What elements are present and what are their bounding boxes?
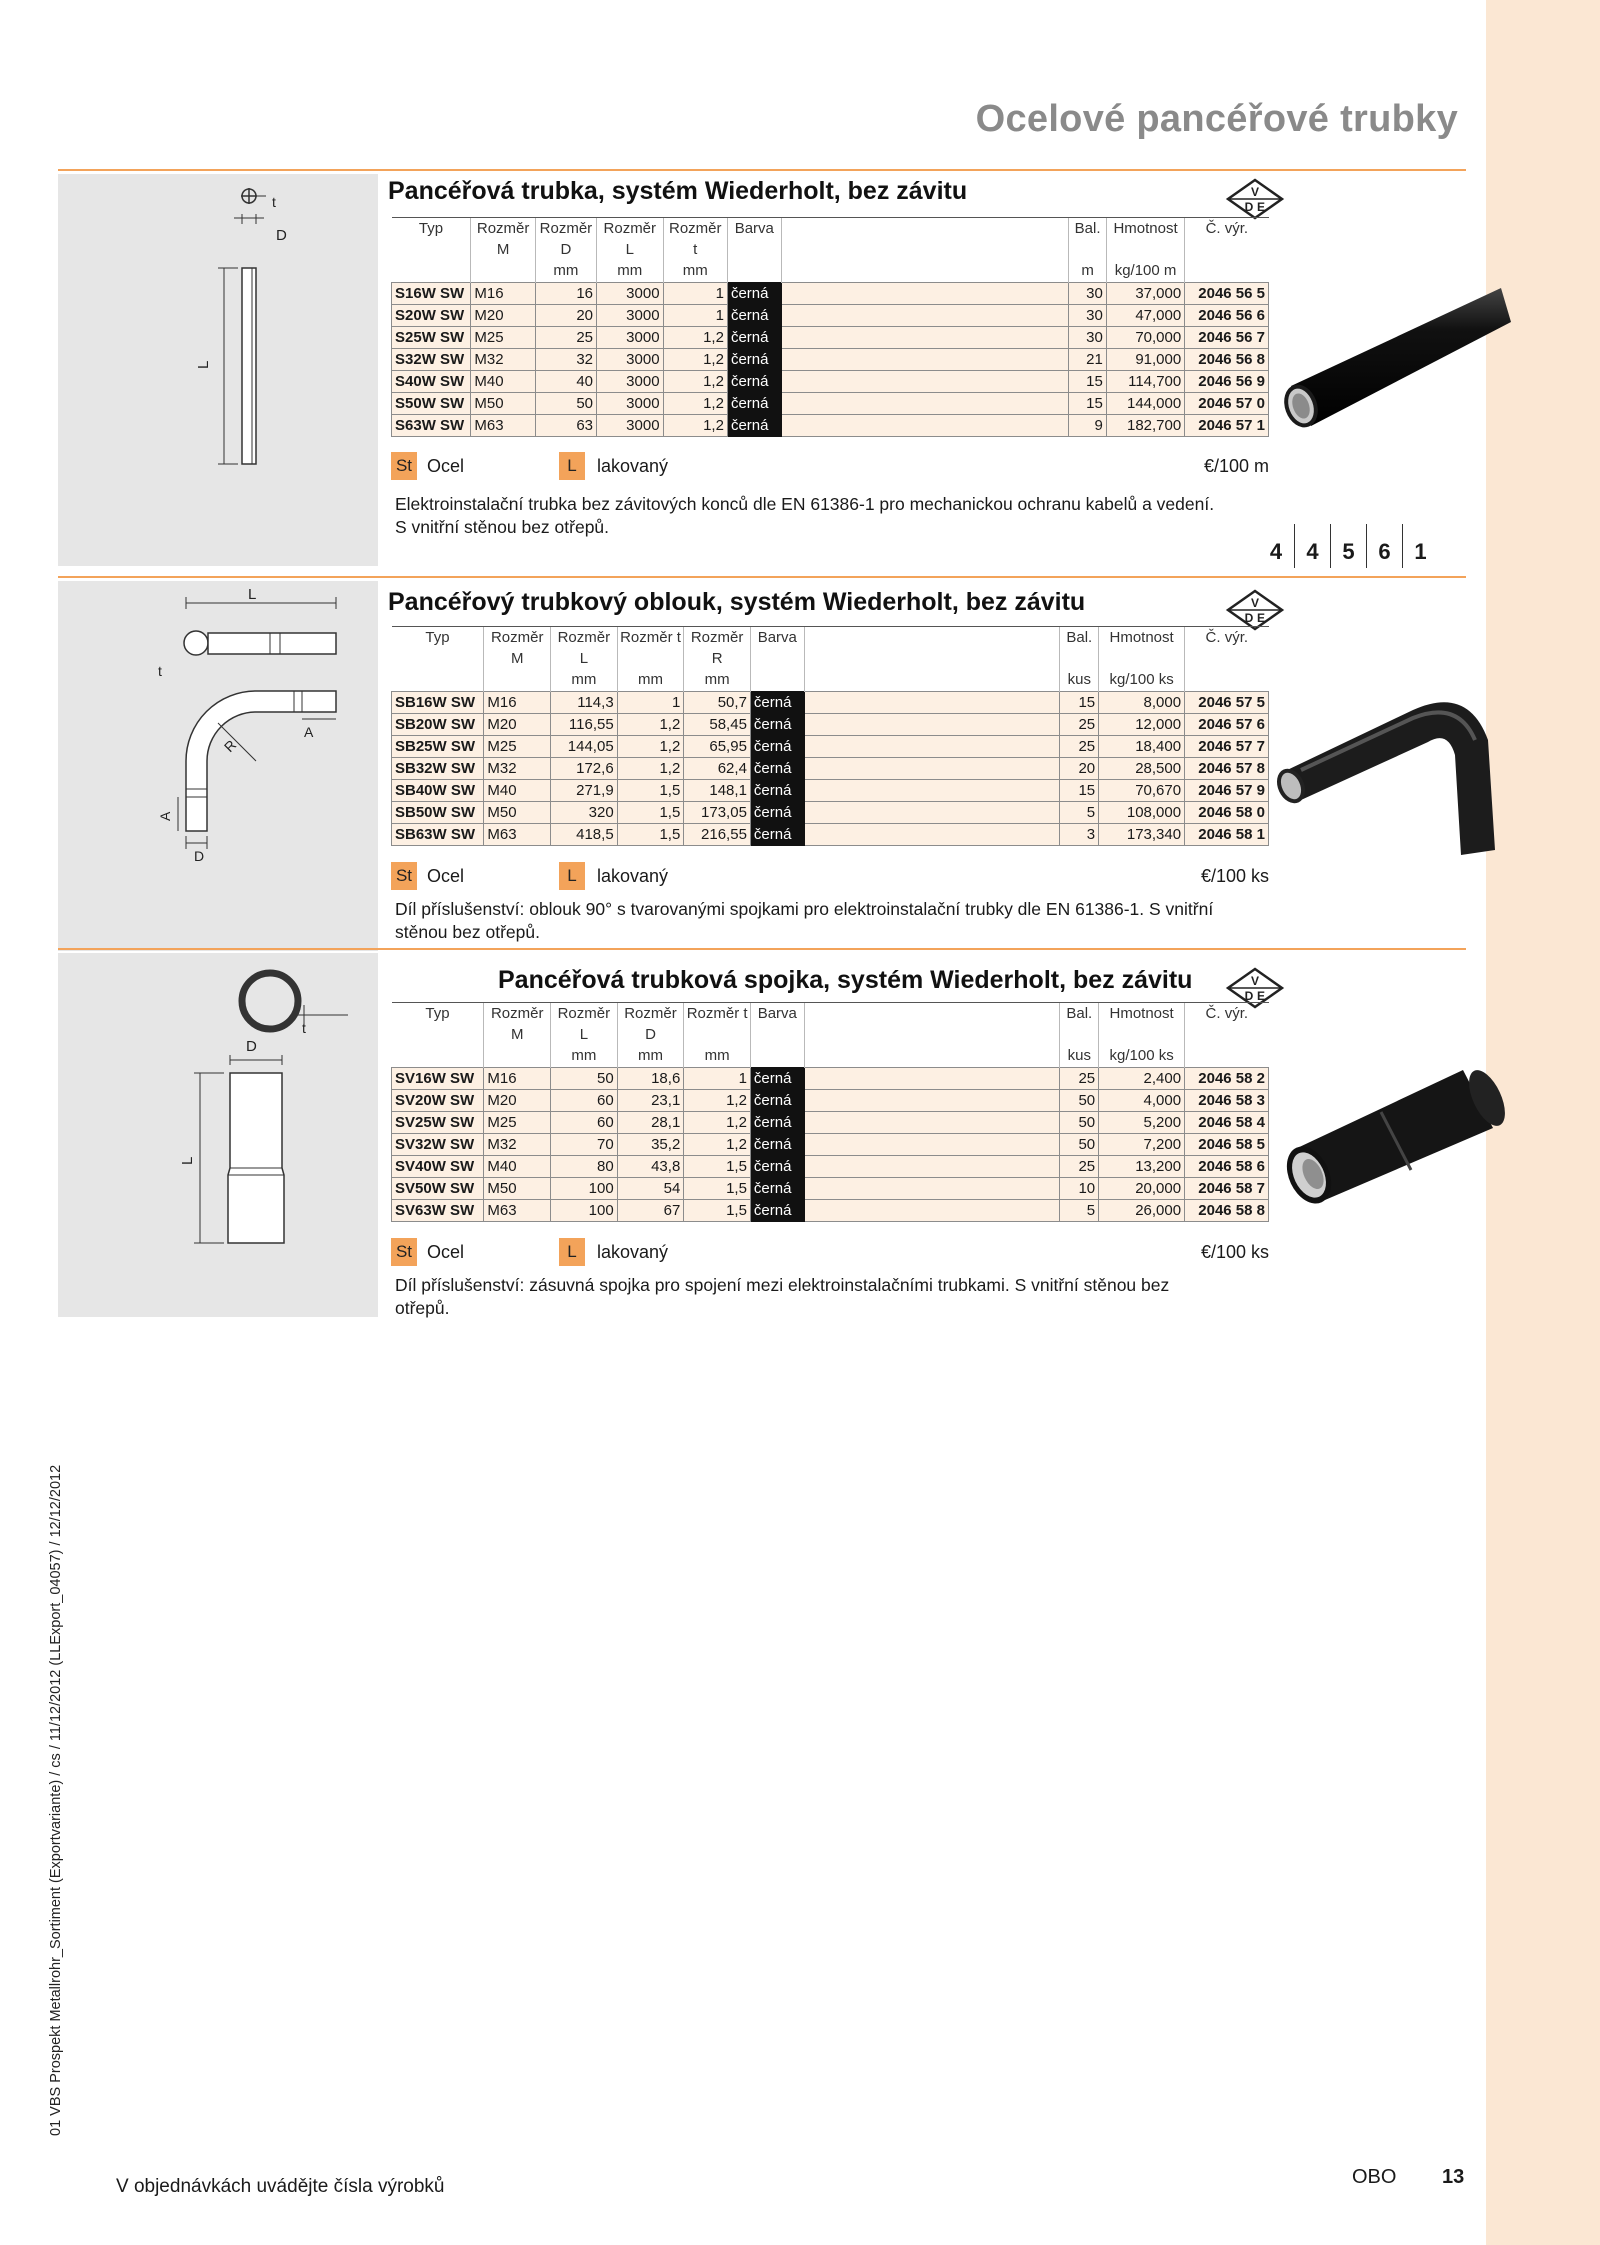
- table-cell: 1: [684, 1068, 751, 1090]
- table-row: [392, 758, 1269, 780]
- spec-table-body: [392, 692, 1269, 846]
- table-cell: černá: [750, 1156, 804, 1178]
- table-cell: 1: [617, 692, 684, 714]
- table-cell: SV63W SW: [392, 1200, 484, 1222]
- table-cell: 50: [551, 1068, 618, 1090]
- table-cell: 21: [1069, 349, 1107, 371]
- table-cell: 3: [1060, 824, 1099, 846]
- svg-text:E: E: [1256, 989, 1266, 1003]
- section-title: Pancéřová trubka, systém Wiederholt, bez závitu: [388, 177, 968, 205]
- table-cell: 23,1: [617, 1090, 684, 1112]
- section-tube: [58, 171, 1466, 571]
- table-cell: S40W SW: [392, 371, 471, 393]
- table-spacer-cell: [781, 415, 1069, 437]
- table-cell: 20,000: [1099, 1178, 1185, 1200]
- table-cell: 2046 58 1: [1185, 824, 1269, 846]
- table-cell: 144,000: [1106, 393, 1184, 415]
- col-header-t: Rozměr t: [663, 218, 727, 261]
- table-cell: M63: [484, 824, 551, 846]
- table-cell: 3000: [597, 371, 664, 393]
- table-cell: 60: [551, 1090, 618, 1112]
- table-cell: 15: [1060, 692, 1099, 714]
- table-cell: 2046 56 5: [1185, 283, 1269, 305]
- table-cell: S20W SW: [392, 305, 471, 327]
- table-cell: 65,95: [684, 736, 751, 758]
- table-cell: 58,45: [684, 714, 751, 736]
- table-spacer-cell: [804, 802, 1060, 824]
- table-cell: 32: [535, 349, 596, 371]
- table-cell: M25: [484, 736, 551, 758]
- col-header-cislo: Č. výr.: [1185, 218, 1269, 261]
- coupling-photo: [1263, 1050, 1513, 1210]
- table-cell: SB50W SW: [392, 802, 484, 824]
- table-cell: M40: [484, 780, 551, 802]
- table-row: [392, 802, 1269, 824]
- table-cell: 1,2: [617, 714, 684, 736]
- table-cell: M32: [471, 349, 535, 371]
- table-cell: 54: [617, 1178, 684, 1200]
- table-cell: SB25W SW: [392, 736, 484, 758]
- table-spacer-cell: [781, 371, 1069, 393]
- table-cell: 3000: [597, 305, 664, 327]
- table-row: [392, 371, 1269, 393]
- table-cell: 2046 58 3: [1185, 1090, 1269, 1112]
- bend-technical-drawing: [58, 581, 378, 951]
- table-cell: černá: [727, 349, 781, 371]
- table-spacer-cell: [804, 824, 1060, 846]
- table-cell: SB63W SW: [392, 824, 484, 846]
- price-unit: €/100 m: [1203, 456, 1269, 476]
- table-cell: SB32W SW: [392, 758, 484, 780]
- table-cell: 2046 57 5: [1185, 692, 1269, 714]
- spec-table-body: [392, 1068, 1269, 1222]
- brand-name: OBO: [1352, 2166, 1397, 2188]
- table-cell: SV16W SW: [392, 1068, 484, 1090]
- table-row: [392, 736, 1269, 758]
- svg-text:V: V: [1250, 596, 1260, 610]
- finish-name: lakovaný: [597, 456, 669, 476]
- spec-table: Typ Rozměr M Rozměr L Rozměr t Rozměr R Barva Bal. Hmotnost Č. výr. mm mm mm kus kg/100 ks SB16W SW M16 114,3 1 50,7 černá 15 8,000 2046 57 5 SB20W SW M20 116,55 1,2 58,45 černá 25 12,000 2046 57 6 SB25W SW M25 144,05 1,2 65,95 černá 25 18,400 2046 57 7 SB32W SW M32 172,6 1,2 62,4 černá 20 28,500 2046 57 8 SB40W SW M40 271,9 1,5 148,1 černá 15 70,670 2046 57 9 SB50W SW M50 320 1,5 173,05 černá 5 108,000 2046 58 0 SB63W SW M63 418,5 1,5 216,55 černá 3 173,340 2046 58 1: [391, 626, 1269, 846]
- table-cell: 15: [1060, 780, 1099, 802]
- table-cell: 2046 57 0: [1185, 393, 1269, 415]
- table-spacer-cell: [804, 780, 1060, 802]
- table-cell: 25: [535, 327, 596, 349]
- svg-text:V: V: [1250, 974, 1260, 988]
- table-cell: 1,2: [684, 1134, 751, 1156]
- table-row: [392, 824, 1269, 846]
- table-cell: 43,8: [617, 1156, 684, 1178]
- table-cell: černá: [750, 692, 804, 714]
- material-name: Ocel: [427, 456, 465, 476]
- table-cell: černá: [750, 1134, 804, 1156]
- table-cell: SV25W SW: [392, 1112, 484, 1134]
- table-cell: S50W SW: [392, 393, 471, 415]
- table-cell: M20: [484, 714, 551, 736]
- table-cell: černá: [727, 371, 781, 393]
- table-cell: S63W SW: [392, 415, 471, 437]
- table-cell: 60: [551, 1112, 618, 1134]
- table-cell: 50: [1060, 1112, 1099, 1134]
- table-cell: 172,6: [551, 758, 618, 780]
- coupling-technical-drawing: [58, 953, 378, 1317]
- table-cell: 1,2: [663, 415, 727, 437]
- table-cell: 5,200: [1099, 1112, 1185, 1134]
- table-cell: SV40W SW: [392, 1156, 484, 1178]
- table-cell: SB40W SW: [392, 780, 484, 802]
- table-cell: SB16W SW: [392, 692, 484, 714]
- table-cell: 1,2: [617, 758, 684, 780]
- dim-label-d: D: [246, 1038, 257, 1055]
- table-cell: 2046 57 8: [1185, 758, 1269, 780]
- table-cell: 63: [535, 415, 596, 437]
- table-cell: 13,200: [1099, 1156, 1185, 1178]
- table-row: [392, 714, 1269, 736]
- table-cell: 28,500: [1099, 758, 1185, 780]
- table-cell: černá: [727, 393, 781, 415]
- table-cell: M63: [484, 1200, 551, 1222]
- footer-note: V objednávkách uvádějte čísla výrobků: [116, 2176, 445, 2197]
- table-row: [392, 780, 1269, 802]
- col-header-m: Rozměr M: [471, 218, 535, 261]
- table-row: [392, 1134, 1269, 1156]
- table-cell: černá: [750, 802, 804, 824]
- table-cell: 15: [1069, 393, 1107, 415]
- table-cell: 1,5: [684, 1200, 751, 1222]
- table-cell: 173,340: [1099, 824, 1185, 846]
- table-cell: M40: [484, 1156, 551, 1178]
- dim-label-d: D: [194, 848, 205, 864]
- table-cell: 2046 58 5: [1185, 1134, 1269, 1156]
- table-cell: 50: [1060, 1090, 1099, 1112]
- table-cell: 80: [551, 1156, 618, 1178]
- table-cell: 148,1: [684, 780, 751, 802]
- table-cell: 15: [1069, 371, 1107, 393]
- table-cell: 2046 58 2: [1185, 1068, 1269, 1090]
- section-title: Pancéřová trubková spojka, systém Wiederholt, bez závitu: [498, 966, 1193, 994]
- table-cell: 37,000: [1106, 283, 1184, 305]
- table-cell: M25: [471, 327, 535, 349]
- table-cell: 1,2: [684, 1112, 751, 1134]
- dim-label-l: L: [195, 360, 212, 369]
- table-cell: 1,5: [617, 780, 684, 802]
- table-cell: S16W SW: [392, 283, 471, 305]
- table-cell: 16: [535, 283, 596, 305]
- table-spacer-cell: [804, 1156, 1060, 1178]
- table-cell: černá: [750, 1068, 804, 1090]
- section-bend: [58, 578, 1466, 948]
- table-row: [392, 1178, 1269, 1200]
- table-cell: 144,05: [551, 736, 618, 758]
- dim-label-t: t: [272, 194, 276, 210]
- table-cell: 47,000: [1106, 305, 1184, 327]
- table-cell: 50: [535, 393, 596, 415]
- table-cell: 28,1: [617, 1112, 684, 1134]
- table-cell: 3000: [597, 327, 664, 349]
- table-cell: 62,4: [684, 758, 751, 780]
- table-cell: 182,700: [1106, 415, 1184, 437]
- classification-codes: 4 4 5 6 1: [1258, 524, 1438, 568]
- table-cell: 1,2: [663, 371, 727, 393]
- table-spacer-cell: [781, 283, 1069, 305]
- dim-label-a-top: A: [304, 724, 314, 740]
- table-spacer-cell: [804, 1178, 1060, 1200]
- table-cell: M32: [484, 1134, 551, 1156]
- table-cell: 1,2: [617, 736, 684, 758]
- table-cell: 18,400: [1099, 736, 1185, 758]
- table-cell: 5: [1060, 1200, 1099, 1222]
- page-title: Ocelové pancéřové trubky: [975, 98, 1458, 140]
- table-cell: 100: [551, 1200, 618, 1222]
- svg-text:D: D: [1244, 611, 1254, 625]
- table-cell: 2046 58 6: [1185, 1156, 1269, 1178]
- table-cell: 108,000: [1099, 802, 1185, 824]
- table-row: [392, 283, 1269, 305]
- svg-text:D: D: [1244, 200, 1254, 214]
- spec-table: Typ Rozměr M Rozměr D Rozměr L Rozměr t Barva Bal. Hmotnost Č. výr. mm mm mm m kg/100 m S16W SW M16 16 3000 1 černá 30 37,000 2046 56 5 S20W SW M20 20 3000 1 černá 30 47,000 2046 56 6 S25W SW M25 25 3000 1,2 černá 30 70,000 2046 56 7 S32W SW M32 32 3000 1,2 černá 21 91,000 2046 56 8 S40W SW M40 40 3000 1,2 černá 15 114,700 2046 56 9 S50W SW M50 50 3000 1,2 černá 15 144,000 2046 57 0 S63W SW M63 63 3000 1,2 černá 9 182,700 2046 57 1: [391, 217, 1269, 437]
- table-spacer-cell: [804, 1090, 1060, 1112]
- col-header-l: Rozměr L: [597, 218, 664, 261]
- table-cell: 2046 58 7: [1185, 1178, 1269, 1200]
- table-spacer-cell: [804, 692, 1060, 714]
- table-cell: 1,2: [663, 393, 727, 415]
- table-row: [392, 1156, 1269, 1178]
- table-spacer-cell: [804, 1134, 1060, 1156]
- table-cell: 67: [617, 1200, 684, 1222]
- table-cell: 1: [663, 305, 727, 327]
- table-spacer-cell: [804, 1200, 1060, 1222]
- table-cell: 40: [535, 371, 596, 393]
- table-row: [392, 305, 1269, 327]
- table-cell: 1,5: [684, 1178, 751, 1200]
- table-cell: 18,6: [617, 1068, 684, 1090]
- table-spacer-cell: [781, 393, 1069, 415]
- table-cell: 20: [535, 305, 596, 327]
- table-cell: 173,05: [684, 802, 751, 824]
- table-cell: S25W SW: [392, 327, 471, 349]
- table-cell: 8,000: [1099, 692, 1185, 714]
- bend-photo: [1263, 660, 1523, 860]
- table-cell: černá: [727, 415, 781, 437]
- table-cell: černá: [727, 327, 781, 349]
- table-cell: černá: [750, 758, 804, 780]
- vde-mark-icon: [1225, 177, 1285, 221]
- table-cell: M16: [471, 283, 535, 305]
- dim-label-t: t: [158, 663, 162, 679]
- table-cell: 5: [1060, 802, 1099, 824]
- table-cell: 2046 57 9: [1185, 780, 1269, 802]
- section-description: Díl příslušenství: oblouk 90° s tvarovanými spojkami pro elektroinstalační trubky dle EN 61386-1. S vnitřní stěnou bez otřepů.: [395, 899, 1214, 942]
- table-cell: 2046 58 8: [1185, 1200, 1269, 1222]
- table-cell: 1,5: [617, 824, 684, 846]
- table-cell: 3000: [597, 415, 664, 437]
- dim-label-a-side: A: [157, 811, 173, 821]
- table-cell: 1,5: [617, 802, 684, 824]
- table-spacer-cell: [804, 736, 1060, 758]
- dim-label-t: t: [302, 1020, 306, 1036]
- table-row: [392, 327, 1269, 349]
- table-cell: M25: [484, 1112, 551, 1134]
- material-legend: St Ocel L lakovaný €/100 ks: [391, 862, 1211, 890]
- col-header-hmotnost: Hmotnost: [1106, 218, 1184, 261]
- table-cell: 30: [1069, 305, 1107, 327]
- table-cell: M63: [471, 415, 535, 437]
- dim-label-l: L: [179, 1156, 196, 1165]
- svg-text:D: D: [1244, 989, 1254, 1003]
- table-cell: 2,400: [1099, 1068, 1185, 1090]
- table-cell: 271,9: [551, 780, 618, 802]
- table-cell: M16: [484, 692, 551, 714]
- table-cell: 2046 56 7: [1185, 327, 1269, 349]
- table-cell: 91,000: [1106, 349, 1184, 371]
- table-cell: černá: [750, 780, 804, 802]
- table-cell: M40: [471, 371, 535, 393]
- section-coupling: [58, 950, 1466, 1320]
- col-header-d: Rozměr D: [535, 218, 596, 261]
- table-cell: 50: [1060, 1134, 1099, 1156]
- table-cell: M20: [471, 305, 535, 327]
- table-cell: M50: [484, 802, 551, 824]
- table-cell: SV32W SW: [392, 1134, 484, 1156]
- table-cell: 114,3: [551, 692, 618, 714]
- table-row: [392, 1112, 1269, 1134]
- table-cell: 3000: [597, 283, 664, 305]
- tube-technical-drawing: [58, 174, 378, 566]
- col-header-barva: Barva: [727, 218, 781, 261]
- table-spacer-cell: [781, 327, 1069, 349]
- table-cell: SV20W SW: [392, 1090, 484, 1112]
- table-row: [392, 1090, 1269, 1112]
- table-cell: 30: [1069, 283, 1107, 305]
- material-legend: St Ocel L lakovaný €/100 ks: [391, 1238, 1211, 1266]
- table-row: [392, 349, 1269, 371]
- table-cell: 1,2: [684, 1090, 751, 1112]
- section-description: Díl příslušenství: zásuvná spojka pro spojení mezi elektroinstalačními trubkami. S vnitřní stěnou bez otřepů.: [395, 1275, 1170, 1318]
- table-cell: 2046 57 7: [1185, 736, 1269, 758]
- table-cell: 1: [663, 283, 727, 305]
- table-cell: 20: [1060, 758, 1099, 780]
- table-cell: 50,7: [684, 692, 751, 714]
- table-cell: 320: [551, 802, 618, 824]
- spec-table-body: [392, 283, 1269, 437]
- table-cell: 2046 57 6: [1185, 714, 1269, 736]
- table-cell: 12,000: [1099, 714, 1185, 736]
- table-cell: 418,5: [551, 824, 618, 846]
- material-legend: [391, 452, 1269, 480]
- table-cell: 25: [1060, 736, 1099, 758]
- table-cell: S32W SW: [392, 349, 471, 371]
- table-cell: 9: [1069, 415, 1107, 437]
- table-row: [392, 393, 1269, 415]
- table-cell: 2046 58 4: [1185, 1112, 1269, 1134]
- table-cell: černá: [750, 714, 804, 736]
- table-cell: 2046 56 8: [1185, 349, 1269, 371]
- table-cell: 10: [1060, 1178, 1099, 1200]
- table-cell: 25: [1060, 1068, 1099, 1090]
- table-cell: 2046 57 1: [1185, 415, 1269, 437]
- table-cell: 3000: [597, 393, 664, 415]
- table-cell: M50: [471, 393, 535, 415]
- svg-text:E: E: [1256, 611, 1266, 625]
- table-cell: černá: [727, 305, 781, 327]
- table-cell: 26,000: [1099, 1200, 1185, 1222]
- col-header-bal: Bal.: [1069, 218, 1107, 261]
- table-spacer-cell: [804, 1112, 1060, 1134]
- table-cell: černá: [727, 283, 781, 305]
- table-row: [392, 692, 1269, 714]
- table-cell: 1,2: [663, 327, 727, 349]
- table-cell: M50: [484, 1178, 551, 1200]
- table-cell: 216,55: [684, 824, 751, 846]
- table-row: [392, 1200, 1269, 1222]
- table-cell: 3000: [597, 349, 664, 371]
- table-cell: 100: [551, 1178, 618, 1200]
- table-cell: černá: [750, 1112, 804, 1134]
- table-row: [392, 1068, 1269, 1090]
- tube-photo: [1263, 266, 1513, 436]
- col-header-typ: Typ: [392, 218, 471, 261]
- material-code: St: [391, 452, 417, 480]
- table-cell: M16: [484, 1068, 551, 1090]
- finish-code: L: [559, 452, 585, 480]
- table-cell: M20: [484, 1090, 551, 1112]
- table-cell: černá: [750, 1178, 804, 1200]
- table-cell: 35,2: [617, 1134, 684, 1156]
- table-cell: 1,2: [663, 349, 727, 371]
- table-cell: 2046 58 0: [1185, 802, 1269, 824]
- table-cell: 25: [1060, 714, 1099, 736]
- dim-label-r: R: [220, 736, 240, 756]
- table-cell: 2046 56 9: [1185, 371, 1269, 393]
- table-cell: 25: [1060, 1156, 1099, 1178]
- table-cell: 2046 56 6: [1185, 305, 1269, 327]
- table-cell: 7,200: [1099, 1134, 1185, 1156]
- table-cell: 4,000: [1099, 1090, 1185, 1112]
- table-cell: SB20W SW: [392, 714, 484, 736]
- table-cell: 116,55: [551, 714, 618, 736]
- svg-text:V: V: [1250, 185, 1260, 199]
- document-reference: 01 VBS Prospekt Metallrohr_Sortiment (Exportvariante) / cs / 11/12/2012 (LLExport_04057) / 12/12/2012: [48, 1464, 64, 2136]
- table-cell: M32: [484, 758, 551, 780]
- table-cell: černá: [750, 736, 804, 758]
- table-cell: černá: [750, 1200, 804, 1222]
- dim-label-d: D: [276, 227, 287, 244]
- table-spacer-cell: [781, 349, 1069, 371]
- spec-table: Typ Rozměr M Rozměr L Rozměr D Rozměr t Barva Bal. Hmotnost Č. výr. mm mm mm kus kg/100 ks SV16W SW M16 50 18,6 1 černá 25 2,400 2046 58 2 SV20W SW M20 60 23,1 1,2 černá 50 4,000 2046 58 3 SV25W SW M25 60 28,1 1,2 černá 50 5,200 2046 58 4 SV32W SW M32 70 35,2 1,2 černá 50 7,200 2046 58 5 SV40W SW M40 80 43,8 1,5 černá 25 13,200 2046 58 6 SV50W SW M50 100 54 1,5 černá 10 20,000 2046 58 7 SV63W SW M63 100 67 1,5 černá 5 26,000 2046 58 8: [391, 1002, 1269, 1222]
- table-cell: 114,700: [1106, 371, 1184, 393]
- page-number: 13: [1442, 2166, 1465, 2188]
- svg-text:E: E: [1256, 200, 1266, 214]
- dim-label-l: L: [248, 586, 257, 603]
- table-cell: černá: [750, 824, 804, 846]
- table-cell: 1,5: [684, 1156, 751, 1178]
- table-spacer-cell: [804, 714, 1060, 736]
- table-cell: 70,000: [1106, 327, 1184, 349]
- table-spacer-cell: [804, 758, 1060, 780]
- table-cell: 30: [1069, 327, 1107, 349]
- table-cell: 70,670: [1099, 780, 1185, 802]
- table-row: [392, 415, 1269, 437]
- table-spacer-cell: [781, 305, 1069, 327]
- section-title: Pancéřový trubkový oblouk, systém Wiederholt, bez závitu: [388, 588, 1086, 616]
- section-description: Elektroinstalační trubka bez závitových konců dle EN 61386-1 pro mechanickou ochranu kabelů a vedení. S vnitřní stěnou bez otřepů.: [395, 494, 1215, 537]
- table-spacer-cell: [804, 1068, 1060, 1090]
- table-cell: 70: [551, 1134, 618, 1156]
- table-cell: SV50W SW: [392, 1178, 484, 1200]
- table-cell: černá: [750, 1090, 804, 1112]
